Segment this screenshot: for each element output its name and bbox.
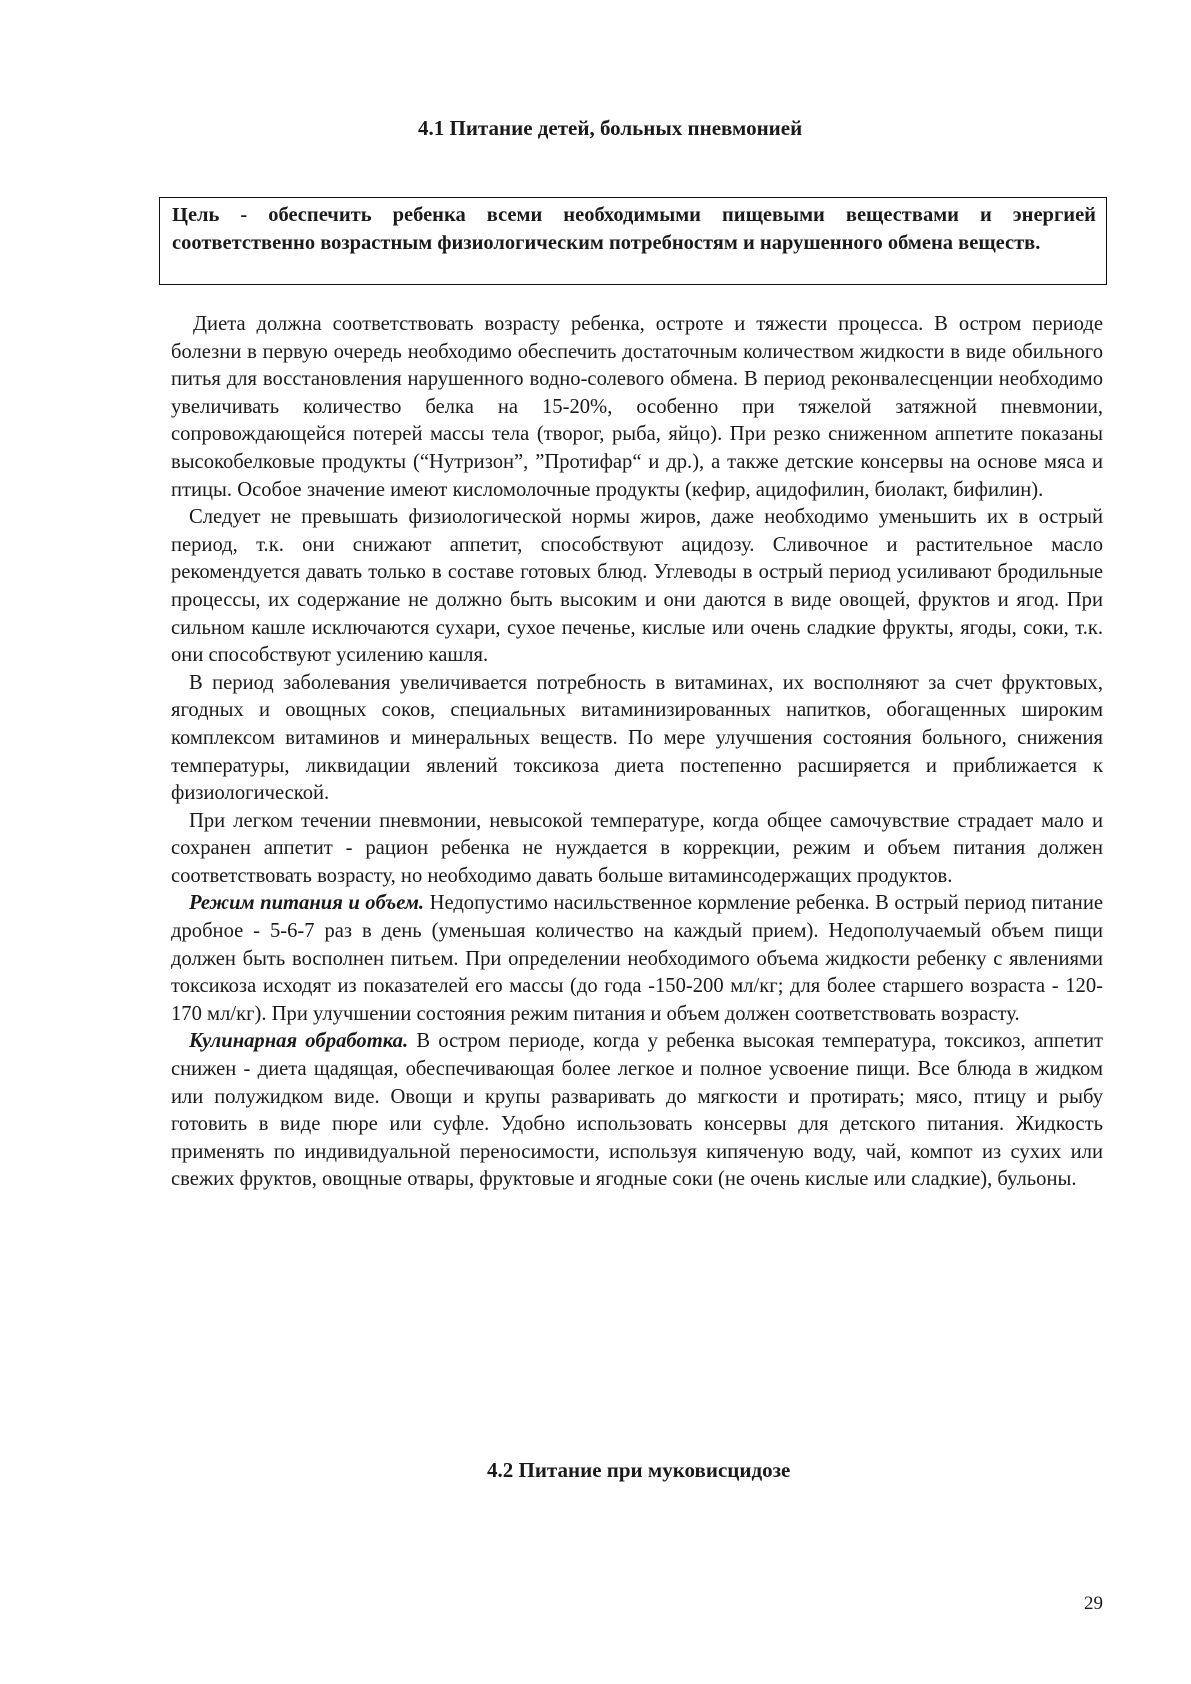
goal-box: Цель - обеспечить ребенка всеми необходимыми пищевыми веществами и энергией соответственно возрастным физиологическим потребностям и нарушенного обмена веществ. <box>159 197 1107 285</box>
section-heading-4-1: 4.1 Питание детей, больных пневмонией <box>418 116 803 140</box>
paragraph-mild-course: При легком течении пневмонии, невысокой температуре, когда общее самочувствие страдает мало и сохранен аппетит - рацион ребенка не нуждается в коррекции, режим и объем питания должен соответствовать возрасту, но необходимо давать больше витаминсодержащих продуктов. <box>171 809 1103 887</box>
body-text <box>171 311 1103 1194</box>
paragraph-cooking <box>171 1028 1103 1194</box>
cooking-heading: Кулинарная обработка. <box>189 1030 409 1053</box>
feeding-regime-heading: Режим питания и объем. <box>189 892 425 915</box>
paragraph-fats-carbs: Следует не превышать физиологической нормы жиров, даже необходимо уменьшить их в острый период, т.к. они снижают аппетит, способствуют ацидозу. Сливочное и растительное масло рекомендуется давать только в составе готовых блюд. Углеводы в острый период усиливают бродильные процессы, их содержание не должно быть высоким и они даются в виде овощей, фруктов и ягод. При сильном кашле исключаются сухари, сухое печенье, кислые или очень сладкие фрукты, ягоды, соки, т.к. они способствуют усилению кашля. <box>171 506 1103 667</box>
section-heading-4-2: 4.2 Питание при муковисцидозе <box>487 1458 791 1482</box>
paragraph-vitamins: В период заболевания увеличивается потребность в витаминах, их восполняют за счет фруктовых, ягодных и овощных соков, специальных витаминизированных напитков, обогащенных широким комплексом витаминов и минеральных веществ. По мере улучшения состояния больного, снижения температуры, ликвидации явлений токсикоза диета постепенно расширяется и приближается к физиологической. <box>171 671 1103 805</box>
cooking-text: В остром периоде, когда у ребенка высокая температура, токсикоз, аппетит снижен - диета щадящая, обеспечивающая более легкое и полное усвоение пищи. Все блюда в жидком или полужидком виде. Овощи и крупы разваривать до мягкости и протирать; мясо, птицу и рыбу готовить в виде пюре или суфле. Удобно использовать консервы для детского питания. Жидкость применять по индивидуальной переносимости, используя кипяченую воду, чай, компот из сухих или свежих фруктов, овощные отвары, фруктовые и ягодные соки (не очень кислые или сладкие), бульоны. <box>171 1030 1103 1191</box>
page-number: 29 <box>1084 1593 1103 1614</box>
paragraph-diet-general: Диета должна соответствовать возрасту ребенка, остроте и тяжести процесса. В остром периоде болезни в первую очередь необходимо обеспечить достаточным количеством жидкости в виде обильного питья для восстановления нарушенного водно-солевого обмена. В период реконвалесценции необходимо увеличивать количество белка на 15-20%, особенно при тяжелой затяжной пневмонии, сопровождающейся потерей массы тела (творог, рыба, яйцо). При резко сниженном аппетите показаны высокобелковые продукты (“Нутризон”, ”Протифар“ и др.), а также детские консервы на основе мяса и птицы. Особое значение имеют кисломолочные продукты (кефир, ацидофилин, биолакт, бифилин). <box>171 313 1103 501</box>
feeding-regime-text: Недопустимо насильственное кормление ребенка. В острый период питание дробное - 5-6-7 раз в день (уменьшая количество на каждый прием). Недополучаемый объем пищи должен быть восполнен питьем. При определении необходимого объема жидкости ребенку с явлениями токсикоза исходят из показателей его массы (до года -150-200 мл/кг; для более старшего возраста - 120-170 мл/кг). При улучшении состояния режим питания и объем должен соответствовать возрасту. <box>171 892 1103 1025</box>
paragraph-feeding-regime <box>171 890 1103 1028</box>
